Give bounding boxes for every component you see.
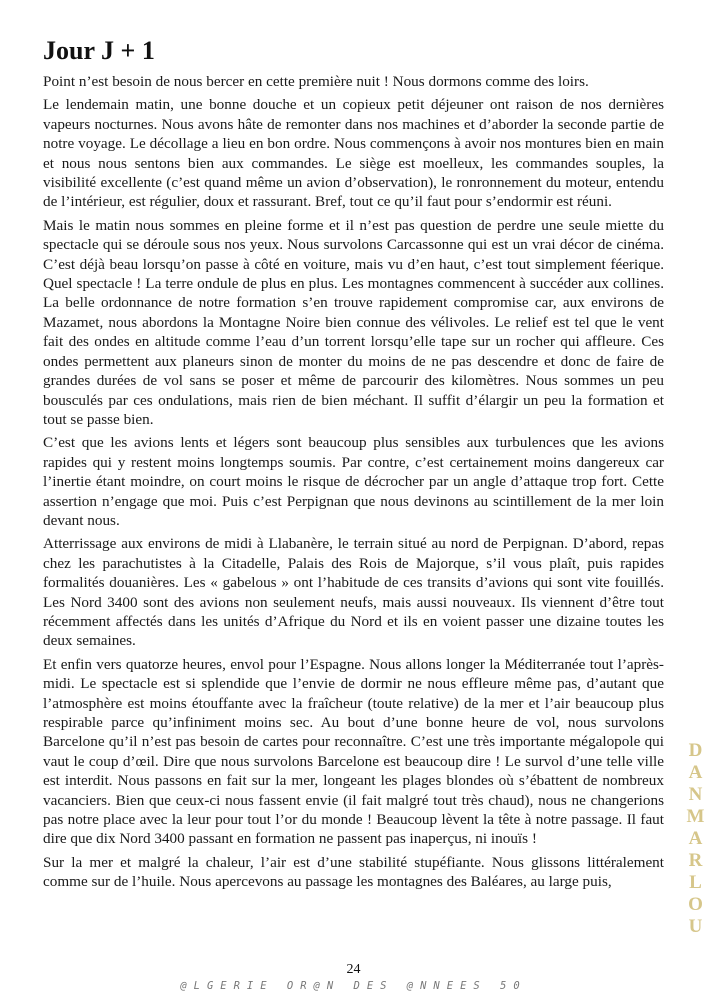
paragraph: Atterrissage aux environs de midi à Llabanère, le terrain situé au nord de Perpignan. D’abord, repas chez les parachutistes à la Citadelle, Palais des Rois de Majorque, s’il vous plaît, puis rapides formalités douanières. Les « gabelous » ont l’habitude de ces transits d’avions qui sont vite fouillés. Les Nord 3400 sont des avions non seulement neufs, mais aussi nouveaux. Ils viennent d’être tout récemment affectés dans les unités d’Afrique du Nord et ils en voient passer une dizaine toutes les deux semaines. bbox=[43, 535, 664, 650]
side-watermark: DANMARLOU bbox=[685, 740, 706, 938]
footer-text: @LGERIE OR@N DES @NNEES 50 bbox=[180, 980, 527, 992]
paragraph: Le lendemain matin, une bonne douche et un copieux petit déjeuner ont raison de nos dernières vapeurs nocturnes. Nous avons hâte de remonter dans nos machines et d’aborder la seconde partie de notre voyage. Le décollage a lieu en bon ordre. Nous commençons à avoir nos montures bien en main et nous nous sentons bien aux commandes. Le siège est moelleux, les commandes souples, la visibilité excellente (c’est quand même un avion d’observation), le ronronnement du moteur, entendu de l’intérieur, est régulier, doux et rassurant. Bref, tout ce qu’il faut pour s’endormir est réuni. bbox=[43, 96, 664, 211]
paragraph: Point n’est besoin de nous bercer en cette première nuit ! Nous dormons comme des loirs. bbox=[43, 73, 589, 90]
paragraph: C’est que les avions lents et légers sont beaucoup plus sensibles aux turbulences que les avions rapides qui y restent moins longtemps soumis. Par contre, c’est certainement moins dangereux car l’inertie étant moindre, on court moins le risque de décrocher par un angle d’attaque trop fort. Cette assertion n’engage que moi. Puis c’est Perpignan que nous devinons au scintillement de la mer loin devant nous. bbox=[43, 434, 664, 529]
paragraph: Sur la mer et malgré la chaleur, l’air est d’une stabilité stupéfiante. Nous glissons littéralement comme sur de l’huile. Nous apercevons au passage les montagnes des Baléares, au large puis, bbox=[43, 853, 664, 891]
page-title: Jour J + 1 bbox=[43, 36, 155, 65]
page-number: 24 bbox=[346, 962, 361, 977]
paragraph: Mais le matin nous sommes en pleine forme et il n’est pas question de perdre une seule miette du spectacle qui se déroule sous nos yeux. Nous survolons Carcassonne qui est un vrai décor de cinéma. C’est déjà beau lorsqu’on passe à côté en voiture, mais vu d’en haut, c’est tout simplement féerique. Quel spectacle ! La terre ondule de plus en plus. Les montagnes commencent à succéder aux collines. La belle ordonnance de notre formation s’en trouve rapidement compromise car, aux environs de Mazamet, nous abordons la Montagne Noire bien connue des vélivoles. Le relief est tel que le vent fait des ondes en altitude comme l’eau d’un torrent lorsqu’elle tape sur un rocher qui affleure. Ces ondes permettent aux planeurs sinon de monter du moins de ne pas descendre et donc de faire de grandes durées de vol sans se poser et même de parcourir des kilomètres. Nous sommes un peu bousculés par ces ondulations, mais rien de bien méchant. Il suffit d’élargir un peu la formation et tout se passe bien. bbox=[43, 216, 664, 428]
paragraph: Et enfin vers quatorze heures, envol pour l’Espagne. Nous allons longer la Méditerranée tout l’après-midi. Le spectacle est si splendide que l’envie de dormir ne nous effleure même pas, d’autant que l’atmosphère est moins étouffante avec la fraîcheur (toute relative) de la mer et l’air beaucoup plus respirable parce qu’infiniment moins sec. Au bout d’une bonne heure de vol, nous survolons Barcelone qu’il n’est pas besoin de cartes pour reconnaître. C’est une très importante mégalopole qui vaut le coup d’œil. Dire que nous survolons Barcelone est beaucoup dire ! Le survol d’une telle ville est interdit. Nous passons en fait sur la mer, longeant les plages blondes où s’ébattent de nombreux vacanciers. Bien que ceux-ci nous fassent envie (il fait malgré tout très chaud), nous ne changerions pas notre place avec la leur pour tout l’or du monde ! Beaucoup lèvent la tête à notre passage. Il faut dire que dix Nord 3400 passant en formation ne passent pas inaperçus, ni inouïs ! bbox=[43, 655, 664, 848]
body-text bbox=[43, 72, 664, 896]
